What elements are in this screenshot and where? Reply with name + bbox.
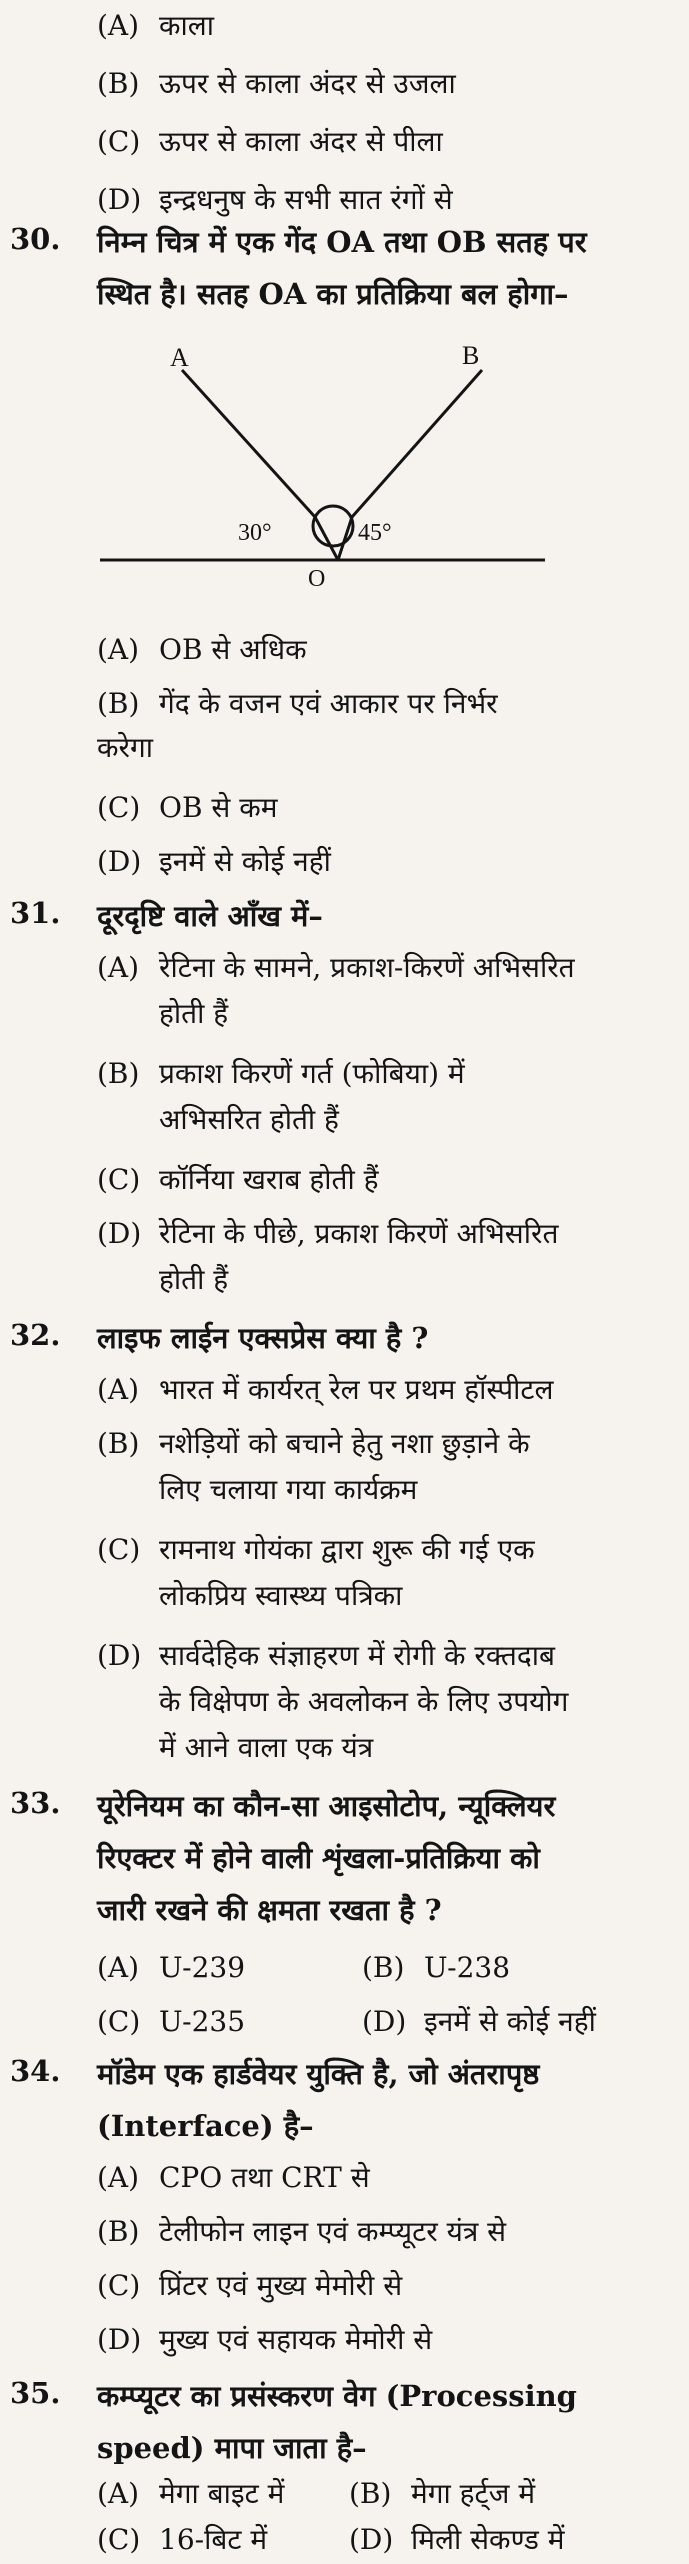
q30-text: निम्न चित्र में एक गेंद OA तथा OB सतह पर स्थित है। सतह OA का प्रतिक्रिया बल होगा– [97, 225, 587, 311]
q35-number: 35. [10, 2376, 61, 2410]
q30-option-b-cont: करेगा [97, 731, 153, 764]
label-a: A [170, 343, 189, 372]
q30-number: 30. [10, 222, 61, 256]
q31-option-a: (A) रेटिना के सामने, प्रकाश-किरणें अभिसरित [97, 951, 575, 984]
angle-right-label: 45° [358, 520, 392, 546]
q33-option-c: (C) U-235 [97, 2005, 246, 2038]
q35-option-b: (B) मेगा हर्ट्ज में [349, 2477, 536, 2510]
q31-number: 31. [10, 896, 61, 930]
q34-option-b: (B) टेलीफोन लाइन एवं कम्प्यूटर यंत्र से [97, 2215, 507, 2248]
angle-left-label: 30° [238, 520, 272, 546]
q32-text: लाइफ लाईन एक्सप्रेस क्या है ? [97, 1321, 429, 1355]
q30-option-a: (A) OB से अधिक [97, 633, 307, 666]
q29-option-a: (A) काला [97, 9, 214, 42]
q32-option-a: (A) भारत में कार्यरत् रेल पर प्रथम हॉस्पीटल [97, 1373, 554, 1406]
q32-option-c-cont: लोकप्रिय स्वास्थ्य पत्रिका [159, 1579, 403, 1612]
q31-option-c: (C) कॉर्निया खराब होती हैं [97, 1163, 379, 1196]
q35-option-a: (A) मेगा बाइट में [97, 2477, 285, 2510]
q33-option-d: (D) इनमें से कोई नहीं [362, 2005, 596, 2038]
label-o: O [308, 566, 326, 592]
q34-number: 34. [10, 2054, 61, 2088]
q35-text: कम्प्यूटर का प्रसंस्करण वेग (Processing speed) मापा जाता है– [97, 2379, 577, 2465]
q34-option-a: (A) CPO तथा CRT से [97, 2161, 370, 2194]
q31-option-b: (B) प्रकाश किरणें गर्त (फोबिया) में [97, 1057, 465, 1090]
q31-option-b-cont: अभिसरित होती हैं [159, 1103, 339, 1136]
q33-option-b: (B) U-238 [362, 1951, 511, 1984]
q31-text: दूरदृष्टि वाले आँख में– [97, 899, 323, 933]
q31-option-d: (D) रेटिना के पीछे, प्रकाश किरणें अभिसरित [97, 1217, 559, 1250]
label-b: B [462, 341, 480, 370]
q33-option-a: (A) U-239 [97, 1951, 246, 1984]
q29-option-b: (B) ऊपर से काला अंदर से उजला [97, 67, 456, 100]
q34-option-c: (C) प्रिंटर एवं मुख्य मेमोरी से [97, 2269, 403, 2302]
q30-option-c: (C) OB से कम [97, 791, 278, 824]
q29-option-d: (D) इन्द्रधनुष के सभी सात रंगों से [97, 183, 453, 216]
surface-oa-line [182, 370, 315, 517]
q32-option-b: (B) नशेड़ियों को बचाने हेतु नशा छुड़ाने के [97, 1427, 530, 1460]
q35-option-c: (C) 16-बिट में [97, 2523, 268, 2556]
q30-option-b: (B) गेंद के वजन एवं आकार पर निर्भर [97, 687, 498, 720]
q34-text: मॉडेम एक हार्डवेयर युक्ति है, जो अंतरापृष्ठ (Interface) है– [97, 2057, 540, 2143]
q30-option-d: (D) इनमें से कोई नहीं [97, 845, 331, 878]
surface-ob-line [352, 370, 482, 517]
q29-option-c: (C) ऊपर से काला अंदर से पीला [97, 125, 443, 158]
q33-number: 33. [10, 1786, 61, 1820]
q33-text: यूरेनियम का कौन-सा आइसोटोप, न्यूक्लियर रिएक्टर में होने वाली शृंखला-प्रतिक्रिया को जारी रखने की क्षमता रखता है ? [97, 1789, 556, 1927]
q31-option-d-cont: होती हैं [159, 1263, 229, 1296]
q32-option-d-cont: के विक्षेपण के अवलोकन के लिए उपयोग [159, 1685, 569, 1718]
ball-surface-diagram [90, 340, 560, 592]
q34-option-d: (D) मुख्य एवं सहायक मेमोरी से [97, 2323, 433, 2356]
q32-option-d-cont2: में आने वाला एक यंत्र [159, 1731, 374, 1764]
q32-option-d: (D) सार्वदेहिक संज्ञाहरण में रोगी के रक्तदाब [97, 1639, 555, 1672]
q35-option-d: (D) मिली सेकण्ड में [349, 2523, 565, 2556]
q31-option-a-cont: होती हैं [159, 997, 229, 1030]
q32-number: 32. [10, 1318, 61, 1352]
q32-option-b-cont: लिए चलाया गया कार्यक्रम [159, 1473, 418, 1506]
q32-option-c: (C) रामनाथ गोयंका द्वारा शुरू की गई एक [97, 1533, 535, 1566]
